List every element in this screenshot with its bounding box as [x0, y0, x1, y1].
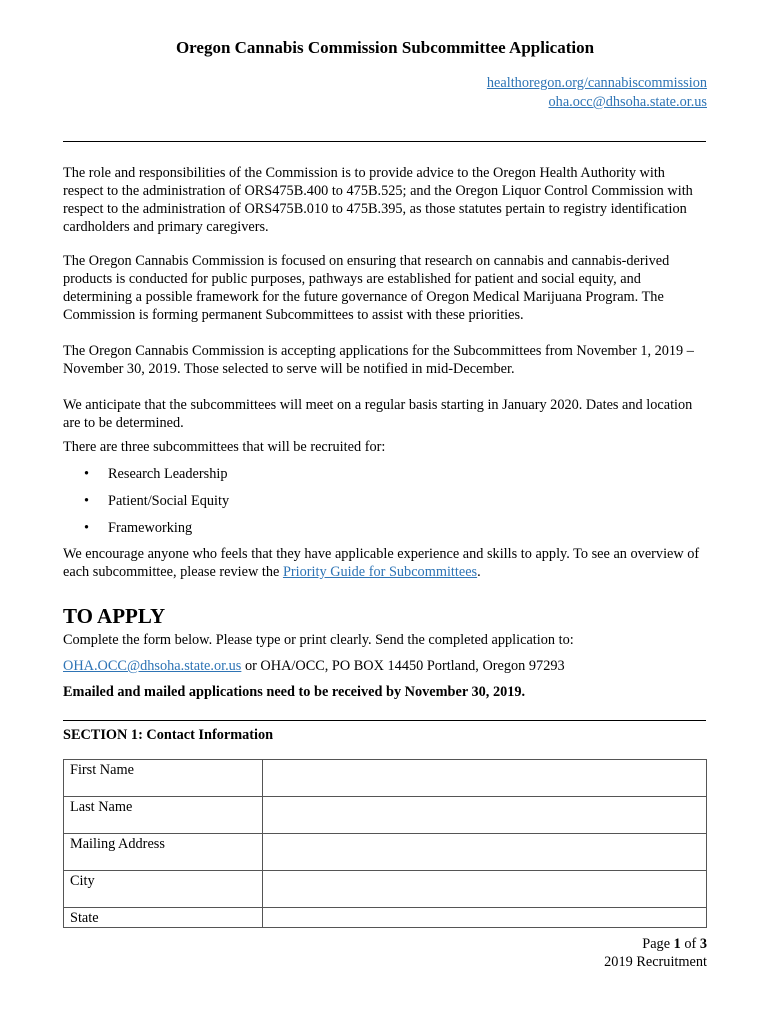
encourage-end: . [477, 564, 481, 580]
page-of: of [680, 936, 700, 952]
last-name-field[interactable] [263, 797, 707, 834]
apply-instructions: Complete the form below. Please type or print clearly. Send the completed application to: [63, 632, 574, 648]
encourage-paragraph [63, 545, 708, 581]
city-field[interactable] [263, 871, 707, 908]
intro-paragraph-role: The role and responsibilities of the Commission is to provide advice to the Oregon Health Authority with respect to the administration of ORS475B.400 to 475B.525; and the Oregon Liquor Control Commission with respect to the administration of ORS475B.010 to 475B.395, as those statutes pertain to registry identification cardholders and primary caregivers. [63, 165, 693, 235]
page-footer [604, 935, 707, 971]
bullet-icon: • [84, 493, 90, 509]
list-item [84, 465, 229, 492]
last-name-label: Last Name [64, 797, 263, 834]
bullet-icon: • [84, 520, 90, 536]
intro-paragraph-meetings: We anticipate that the subcommittees will meet on a regular basis starting in January 2020. Dates and location are to be determined. [63, 397, 693, 431]
table-row [64, 760, 707, 797]
header-divider [63, 141, 706, 142]
list-item [84, 492, 229, 519]
header-links [487, 74, 707, 112]
email-link[interactable]: oha.occ@dhsoha.state.or.us [548, 94, 707, 110]
table-row [64, 908, 707, 928]
apply-email-link[interactable]: OHA.OCC@dhsoha.state.or.us [63, 658, 242, 674]
apply-address: or OHA/OCC, PO BOX 14450 Portland, Oregon 97293 [241, 658, 565, 674]
bullet-icon: • [84, 466, 90, 482]
subcommittees-intro: There are three subcommittees that will be recruited for: [63, 439, 386, 455]
list-item [84, 519, 229, 546]
state-label: State [64, 908, 263, 928]
first-name-field[interactable] [263, 760, 707, 797]
contact-info-table [63, 759, 707, 928]
page-total: 3 [699, 936, 707, 952]
section-divider [63, 720, 706, 721]
apply-contact-line [63, 657, 708, 675]
deadline-notice: Emailed and mailed applications need to be received by November 30, 2019. [63, 684, 526, 700]
state-field[interactable] [263, 908, 707, 928]
website-link[interactable]: healthoregon.org/cannabiscommission [486, 75, 707, 91]
list-item-label: Research Leadership [108, 466, 228, 482]
priority-guide-link[interactable]: Priority Guide for Subcommittees [282, 564, 478, 580]
page-prefix: Page [642, 936, 674, 952]
list-item-label: Frameworking [108, 520, 193, 536]
intro-paragraph-dates: The Oregon Cannabis Commission is accepting applications for the Subcommittees from November 1, 2019 – November 30, 2019. Those selected to serve will be notified in mid-December. [63, 343, 694, 377]
page-current: 1 [673, 936, 681, 952]
page-title: Oregon Cannabis Commission Subcommittee Application [175, 38, 595, 57]
subcommittee-list [84, 465, 229, 546]
to-apply-heading: TO APPLY [63, 604, 166, 628]
encourage-text: We encourage anyone who feels that they have applicable experience and skills to apply. To see an overview of each subcommittee, please review the [63, 546, 700, 580]
section1-heading: SECTION 1: Contact Information [63, 727, 274, 743]
mailing-address-field[interactable] [263, 834, 707, 871]
page-number [604, 935, 707, 953]
mailing-address-label: Mailing Address [64, 834, 263, 871]
table-row [64, 871, 707, 908]
city-label: City [64, 871, 263, 908]
table-row [64, 834, 707, 871]
first-name-label: First Name [64, 760, 263, 797]
intro-paragraph-focus: The Oregon Cannabis Commission is focused on ensuring that research on cannabis and cannabis-derived products is conducted for public purposes, pathways are established for patient and social equity, and determining a possible framework for the future governance of Oregon Medical Marijuana Program. The Commission is forming permanent Subcommittees to assist with these priorities. [63, 253, 670, 323]
recruitment-label: 2019 Recruitment [604, 954, 707, 970]
table-row [64, 797, 707, 834]
list-item-label: Patient/Social Equity [108, 493, 230, 509]
